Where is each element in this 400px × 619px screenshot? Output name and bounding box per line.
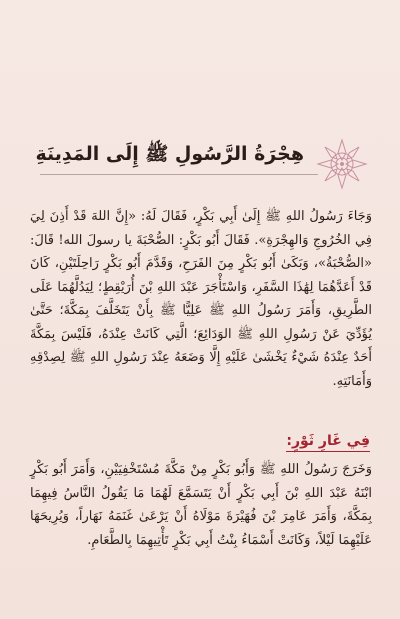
rosette-ornament-icon (314, 136, 370, 192)
paragraph: وَجَاءَ رَسُولُ اللهِ ﷺ إِلَىٰ أَبِي بَكْرٍ، فَقَالَ لَهُ: «إِنَّ اللهَ قَدْ أَذِنَ لِيَ فِي الخُرُوجِ وَالهِجْرَةِ». فَقَالَ أَبُو بَكْرٍ: الصُّحْبَةَ يا رسولَ الله! قَالَ: «الصُّحْبَةُ»، وَبَكَىٰ أَبُو بَكْرٍ مِنَ الفَرَحِ، وَقَدَّمَ أَبُو بَكْرٍ رَاحِلَتَيْنِ، كَانَ قَدْ أَعَدَّهُمَا لِهَٰذَا السَّفَرِ، وَاسْتَأْجَرَ عَبْدَ اللهِ بْنَ أُرَيْقِطٍ؛ لِيَدُلَّهُمَا عَلَى الطَّرِيقِ، وَأَمَرَ رَسُولُ اللهِ ﷺ عَلِيًّا ﷺ بِأَنْ يَتَخَلَّفَ بِمَكَّةَ؛ حَتَّىٰ يُؤَدِّيَ عَنْ رَسُولِ اللهِ ﷺ الوَدَائِعَ؛ الَّتِي كَانَتْ عِنْدَهُ، فَلَيْسَ بِمَكَّةَ أَحَدٌ عِنْدَهُ شَيْءٌ يَخْشَىٰ عَلَيْهِ إِلَّا وَضَعَهُ عِنْدَ رَسُولِ اللهِ ﷺ لِصِدْقِهِ وَأَمَانَتِهِ. (30, 209, 372, 389)
chapter-heading (35, 130, 370, 190)
heading-underline (40, 174, 318, 175)
body-text-section-1 (30, 205, 372, 393)
page-title: هِجْرَةُ الرَّسُولِ ﷺ إِلَى المَدِينَةِ (35, 143, 304, 165)
paragraph: وَخَرَجَ رَسُولُ اللهِ ﷺ وَأَبُو بَكْرٍ مِنْ مَكَّةَ مُسْتَخْفِيَيْنِ، وَأَمَرَ أَبُو بَكْرٍ ابْنَهُ عَبْدَ اللهِ بْنَ أَبِي بَكْرٍ أَنْ يَتَسَمَّعَ لَهُمَا مَا يَقُولُ النَّاسُ فِيهِمَا بِمَكَّةَ، وَأَمَرَ عَامِرَ بْنَ فُهَيْرَةَ مَوْلَاهُ أَنْ يَرْعَىٰ غَنَمَهُ نَهَاراً، وَيُرِيحَهَا عَلَيْهِمَا لَيْلاً، وَكَانَتْ أَسْمَاءُ بِنْتُ أَبِي بَكْرٍ تَأْتِيهِمَا بِالطَّعَامِ. (30, 462, 372, 548)
body-text-section-2 (30, 458, 372, 552)
section-subheading: فِي غَارِ ثَوْرٍ: (286, 431, 370, 452)
